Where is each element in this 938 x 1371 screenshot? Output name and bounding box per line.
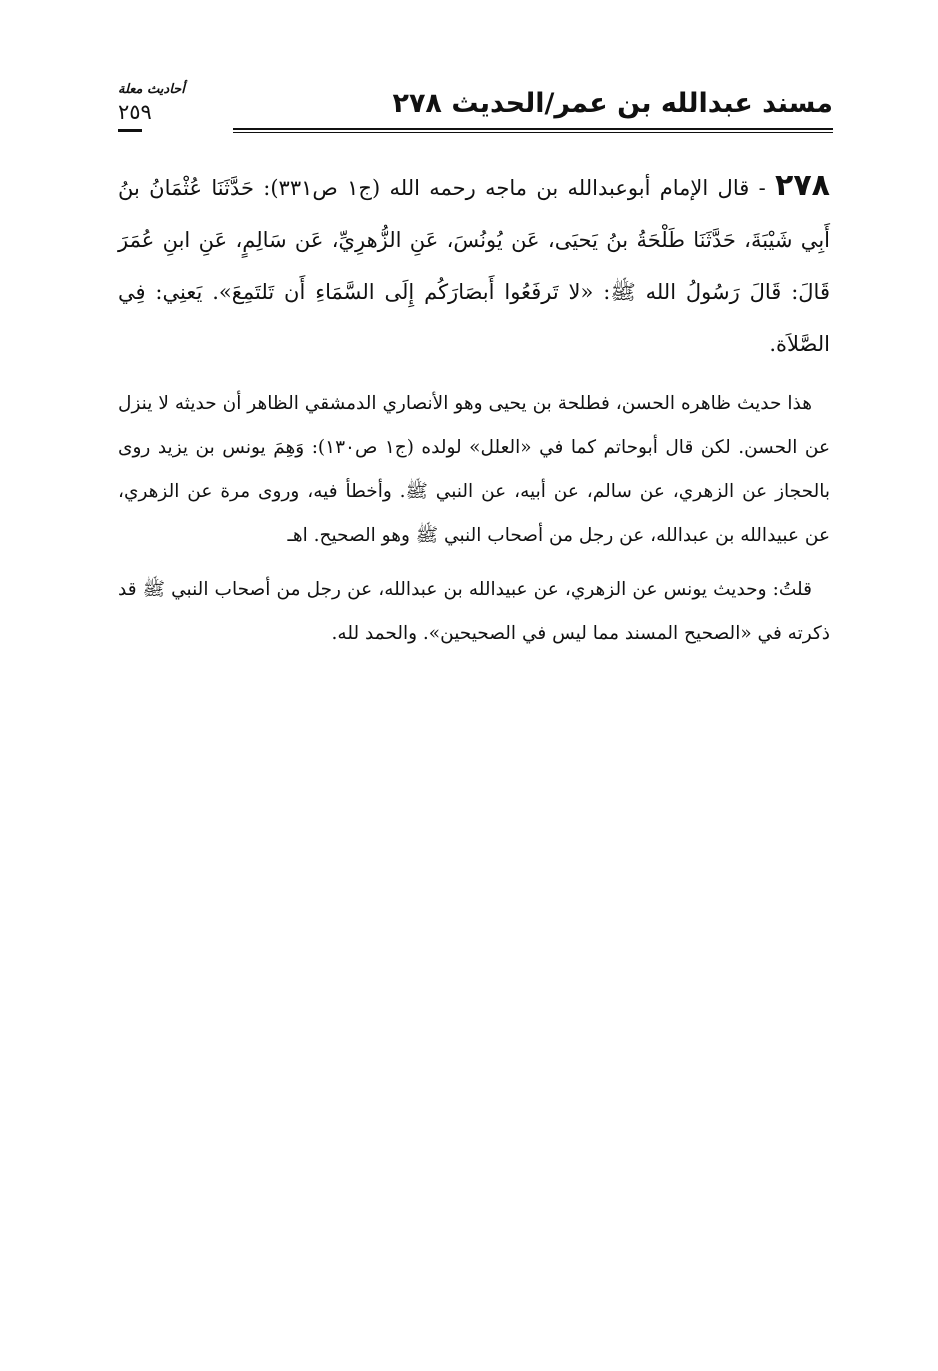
book-title: أحاديث معلة (118, 82, 185, 97)
commentary-paragraph: هذا حديث ظاهره الحسن، فطلحة بن يحيى وهو الأنصاري الدمشقي الظاهر أن حديثه لا ينزل عن الحسن. لكن قال أبوحاتم كما في «العلل» لولده (ج١ ص١٣٠): وَهِمَ يونس بن يزيد روى بالحجاز عن الزهري، عن سالم، عن أبيه، عن النبي ﷺ. وأخطأ فيه، وروى مرة عن الزهري، عن عبيدالله بن عبدالله، عن رجل من أصحاب النبي ﷺ وهو الصحيح. اهـ (118, 393, 830, 546)
header-rule (233, 128, 833, 133)
hadith-paragraph (118, 160, 830, 370)
note-paragraph: قلتُ: وحديث يونس عن الزهري، عن عبيدالله بن عبدالله، عن رجل من أصحاب النبي ﷺ قد ذكرته في «الصحيح المسند مما ليس في الصحيحين». والحمد لله. (118, 579, 830, 644)
page-header (118, 80, 833, 140)
page-body (118, 160, 830, 656)
hadith-text: - قال الإمام أبوعبدالله بن ماجه رحمه الله (ج١ ص٣٣١): حَدَّثَنَا عُثْمَانُ بنُ أَبِي شَيْبَةَ، حَدَّثَنَا طَلْحَةُ بنُ يَحيَى، عَن يُونُسَ، عَنِ الزُّهرِيِّ، عَن سَالِمٍ، عَنِ ابنِ عُمَرَ قَالَ: قَالَ رَسُولُ الله ﷺ: «لا تَرفَعُوا أَبصَارَكُم إِلَى السَّمَاءِ أَن تَلتَمِعَ». يَعنِي: فِي الصَّلاَة. (118, 176, 830, 356)
page-number-underline (118, 129, 142, 132)
page-number: ٢٥٩ (118, 100, 152, 124)
running-title: مسند عبدالله بن عمر/الحديث ٢٧٨ (392, 88, 833, 119)
hadith-number: ٢٧٨ (775, 168, 830, 203)
